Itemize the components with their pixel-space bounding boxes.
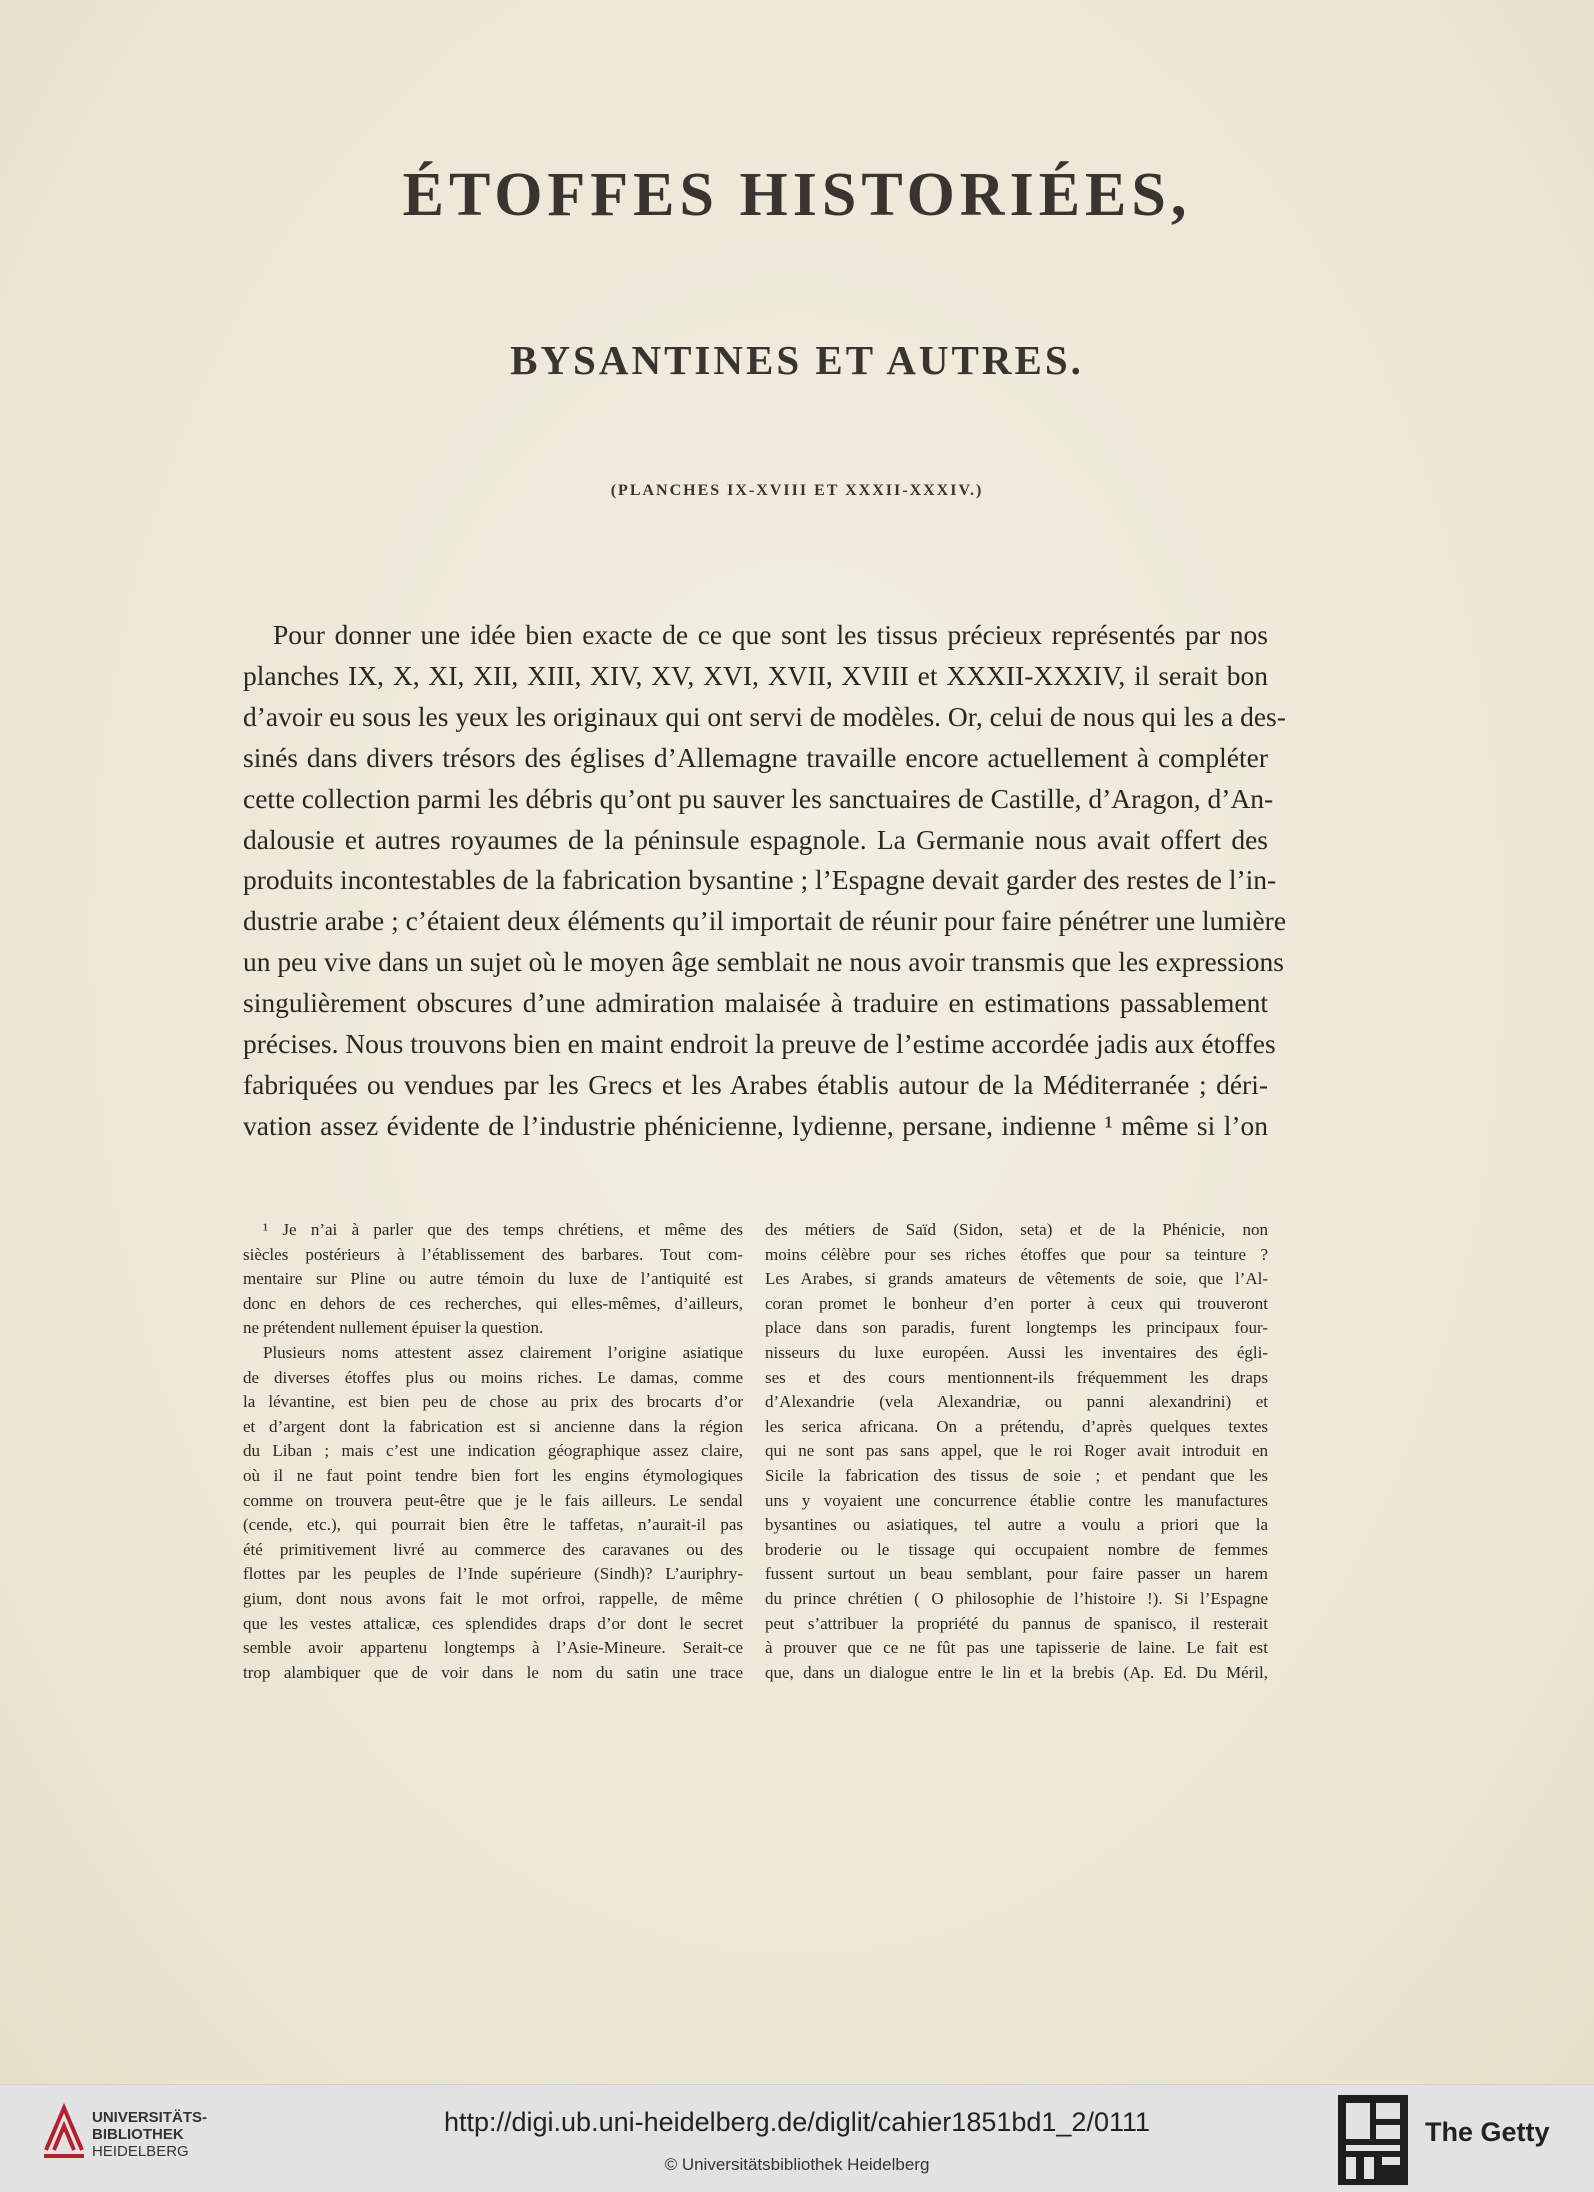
getty-logo-icon[interactable] [1338,2095,1408,2185]
text-line: donc en dehors de ces recherches, qui elles-mêmes, d’ailleurs, [243,1293,743,1313]
text-line: siècles postérieurs à l’établissement des barbares. Tout com- [243,1244,743,1264]
body-paragraph [243,615,1287,1147]
text-line: des métiers de Saïd (Sidon, seta) et de la Phénicie, non [765,1220,1268,1239]
text-line: été primitivement livré au commerce des caravanes ou des [243,1539,743,1559]
text-line: vation assez évidente de l’industrie phénicienne, lydienne, persane, indienne ¹ même si l’on [243,1109,1268,1141]
text-line: semble avoir appartenu longtemps à l’Asie-Mineure. Serait-ce [243,1638,743,1658]
text-line: fussent surtout un beau semblant, pour faire passer un harem [765,1564,1268,1584]
partner-name[interactable]: The Getty [1425,2117,1550,2147]
footnote-column-left [243,1218,743,1685]
text-line: trop alambiquer que de voir dans le nom du satin une trace [243,1662,743,1682]
text-line: précises. Nous trouvons bien en maint endroit la preuve de l’estime accordée jadis aux étoffes [243,1028,1276,1060]
institution-name-line2: BIBLIOTHEK [92,2126,184,2143]
text-line: broderie ou le tissage qui occupaient nombre de femmes [765,1539,1268,1559]
text-line: ne prétendent nullement épuiser la question. [243,1318,544,1338]
text-line: fabriquées ou vendues par les Grecs et les Arabes établis autour de la Méditerranée ; déri- [243,1068,1268,1100]
text-line: que les vestes attalicæ, ces splendides draps d’or dont le secret [243,1613,743,1633]
text-line: où il ne faut point tendre bien fort les engins étymologiques [243,1465,743,1485]
text-line: mentaire sur Pline ou autre témoin du luxe de l’antiquité est [243,1269,743,1289]
text-line: du Liban ; mais c’est une indication géographique assez claire, [243,1441,743,1461]
text-line: Pour donner une idée bien exacte de ce que sont les tissus précieux représentés par nos [273,619,1268,650]
institution-name-line1: UNIVERSITÄTS- [92,2109,208,2126]
text-line: d’avoir eu sous les yeux les originaux qui ont servi de modèles. Or, celui de nous qui les a des- [243,700,1286,732]
text-line: qui ne sont pas sans appel, que le roi Roger avait introduit en [765,1441,1268,1461]
text-line: nisseurs du luxe européen. Aussi les inventaires des égli- [765,1342,1268,1362]
text-line: Les Arabes, si grands amateurs de vêtements de soie, que l’Al- [765,1269,1268,1289]
text-line: moins célèbre pour ses riches étoffes que pour sa teinture ? [765,1244,1268,1264]
text-line: bysantines ou asiatiques, tel autre a voulu a priori que la [765,1515,1268,1535]
text-line: (cende, etc.), qui pourrait bien être le taffetas, n’aurait-il pas [243,1515,743,1535]
copyright-notice: © Universitätsbibliothek Heidelberg [664,2155,930,2174]
footnote-column-right [765,1218,1268,1685]
text-line: à prouver que ce ne fût pas une tapisserie de laine. Le fait est [765,1638,1268,1658]
text-line: les serica africana. On a prétendu, d’après quelques textes [765,1416,1268,1436]
text-line: Plusieurs noms attestent assez clairement l’origine asiatique [263,1342,743,1362]
text-line: gium, dont nous avons fait le mot orfroi, rappelle, de même [243,1588,743,1608]
text-line: planches IX, X, XI, XII, XIII, XIV, XV, XVI, XVII, XVIII et XXXII-XXXIV, il serait bon [243,659,1268,691]
text-line: dustrie arabe ; c’étaient deux éléments qu’il importait de réunir pour faire pénétrer une lumière [243,905,1287,937]
text-line: Sicile la fabrication des tissus de soie ; et pendant que les [765,1465,1268,1485]
text-line: que, dans un dialogue entre le lin et la brebis (Ap. Ed. Du Méril, [765,1662,1268,1682]
text-line: place dans son paradis, furent longtemps les principaux four- [765,1318,1268,1338]
text-line: de diverses étoffes plus ou moins riches. Le damas, comme [243,1367,743,1387]
viewer-footer [0,2084,1594,2192]
text-line: uns y voyaient une concurrence établie contre les manufactures [765,1490,1268,1510]
text-line: comme on trouvera peut-être que je le fais ailleurs. Le sendal [243,1490,743,1510]
text-line: coran promet le bonheur d’en porter à ceux qui trouveront [765,1293,1268,1313]
institution-name-line3: HEIDELBERG [92,2143,189,2160]
text-line: singulièrement obscures d’une admiration malaisée à traduire en estimations passablement [243,987,1268,1019]
text-line: sinés dans divers trésors des églises d’Allemagne travaille encore actuellement à compléter [243,741,1268,773]
text-line: ses et des cours mentionnent-ils fréquemment les draps [765,1367,1268,1387]
page-subtitle: BYSANTINES ET AUTRES. [510,337,1084,383]
page-title: ÉTOFFES HISTORIÉES, [402,161,1192,229]
text-line: la lévantine, est bien peu de chose au prix des brocarts d’or [243,1392,743,1412]
plates-note: (PLANCHES IX-XVIII ET XXXII-XXXIV.) [610,482,984,499]
text-line: produits incontestables de la fabrication bysantine ; l’Espagne devait garder des restes de l’in- [243,864,1277,896]
text-line: peut s’attribuer la propriété du pannus de spanisco, il resterait [765,1613,1268,1633]
text-line: du prince chrétien ( O philosophie de l’histoire !). Si l’Espagne [765,1588,1268,1608]
text-line: cette collection parmi les débris qu’ont pu sauver les sanctuaires de Castille, d’Aragon, d’An- [243,782,1274,814]
text-line: ¹ Je n’ai à parler que des temps chrétiens, et même des [263,1220,743,1239]
text-line: flottes par les peuples de l’Inde supérieure (Sindh)? L’auriphry- [243,1564,743,1584]
text-line: un peu vive dans un sujet où le moyen âge semblait ne nous avoir transmis que les expressions [243,946,1284,978]
permalink-url[interactable]: http://digi.ub.uni-heidelberg.de/diglit/cahier1851bd1_2/0111 [443,2107,1151,2137]
text-line: dalousie et autres royaumes de la péninsule espagnole. La Germanie nous avait offert des [243,823,1268,855]
text-line: d’Alexandrie (vela Alexandriæ, ou panni alexandrini) et [765,1392,1268,1412]
text-line: et d’argent dont la fabrication est si ancienne dans la région [243,1416,743,1436]
